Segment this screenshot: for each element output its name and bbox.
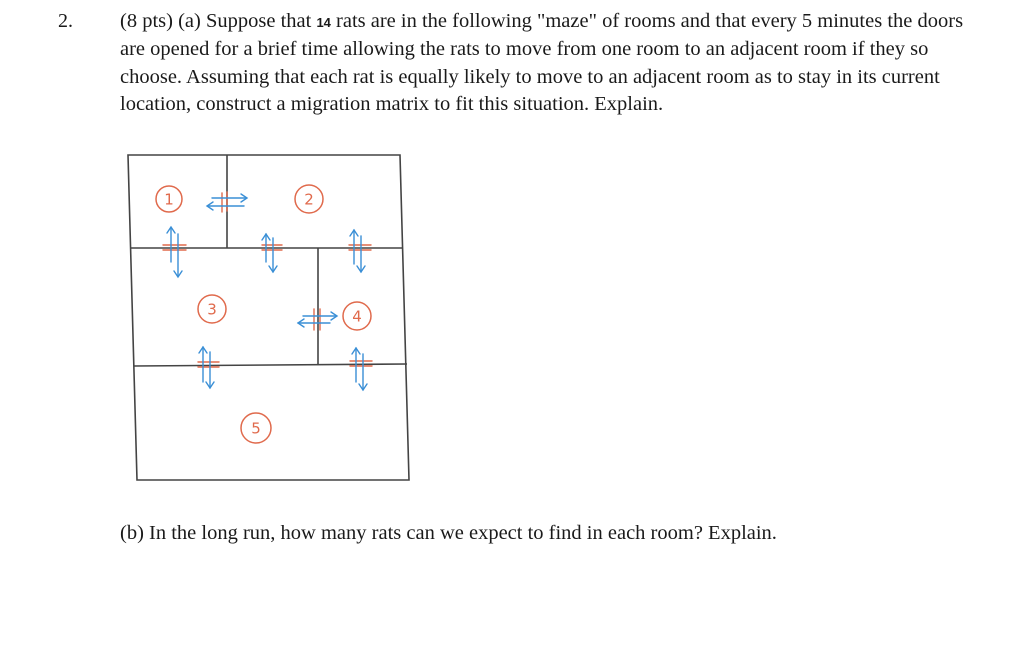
points-label: (8 pts) <box>120 10 173 32</box>
intro-text: Suppose that <box>205 10 312 32</box>
room-number: 1 <box>164 190 174 209</box>
door-markers <box>163 192 372 390</box>
room-5-label <box>241 413 271 443</box>
part-a-label: (a) <box>178 10 201 32</box>
room-4-label <box>343 302 371 330</box>
door-2-4 <box>349 230 371 272</box>
room-3-label <box>198 295 226 323</box>
door-2-3 <box>262 234 282 272</box>
room-2-label <box>295 185 323 213</box>
rat-count: 14 <box>316 15 331 30</box>
room-number: 4 <box>352 307 362 326</box>
door-1-2 <box>207 192 247 212</box>
problem-body: rats are in the following "maze" of rooms and that every 5 minutes the doors are opened for a brief time allowing the rats to move from one room to an adjacent room if they so choose. Assuming that each rat is equally likely to move to an adjacent room as to stay in its current location, construct a migration matrix to fit this situation. Explain. <box>120 10 964 115</box>
door-3-5 <box>198 347 219 388</box>
door-4-5 <box>350 348 372 390</box>
door-1-3 <box>163 227 186 277</box>
room-1-label <box>156 186 182 212</box>
part-b-question: (b) In the long run, how many rats can we expect to find in each room? Explain. <box>120 522 777 544</box>
room-number: 3 <box>207 300 217 319</box>
room-number: 2 <box>304 190 314 209</box>
room-number: 5 <box>251 419 261 438</box>
room-labels <box>156 185 371 443</box>
problem-number: 2. <box>58 10 73 32</box>
